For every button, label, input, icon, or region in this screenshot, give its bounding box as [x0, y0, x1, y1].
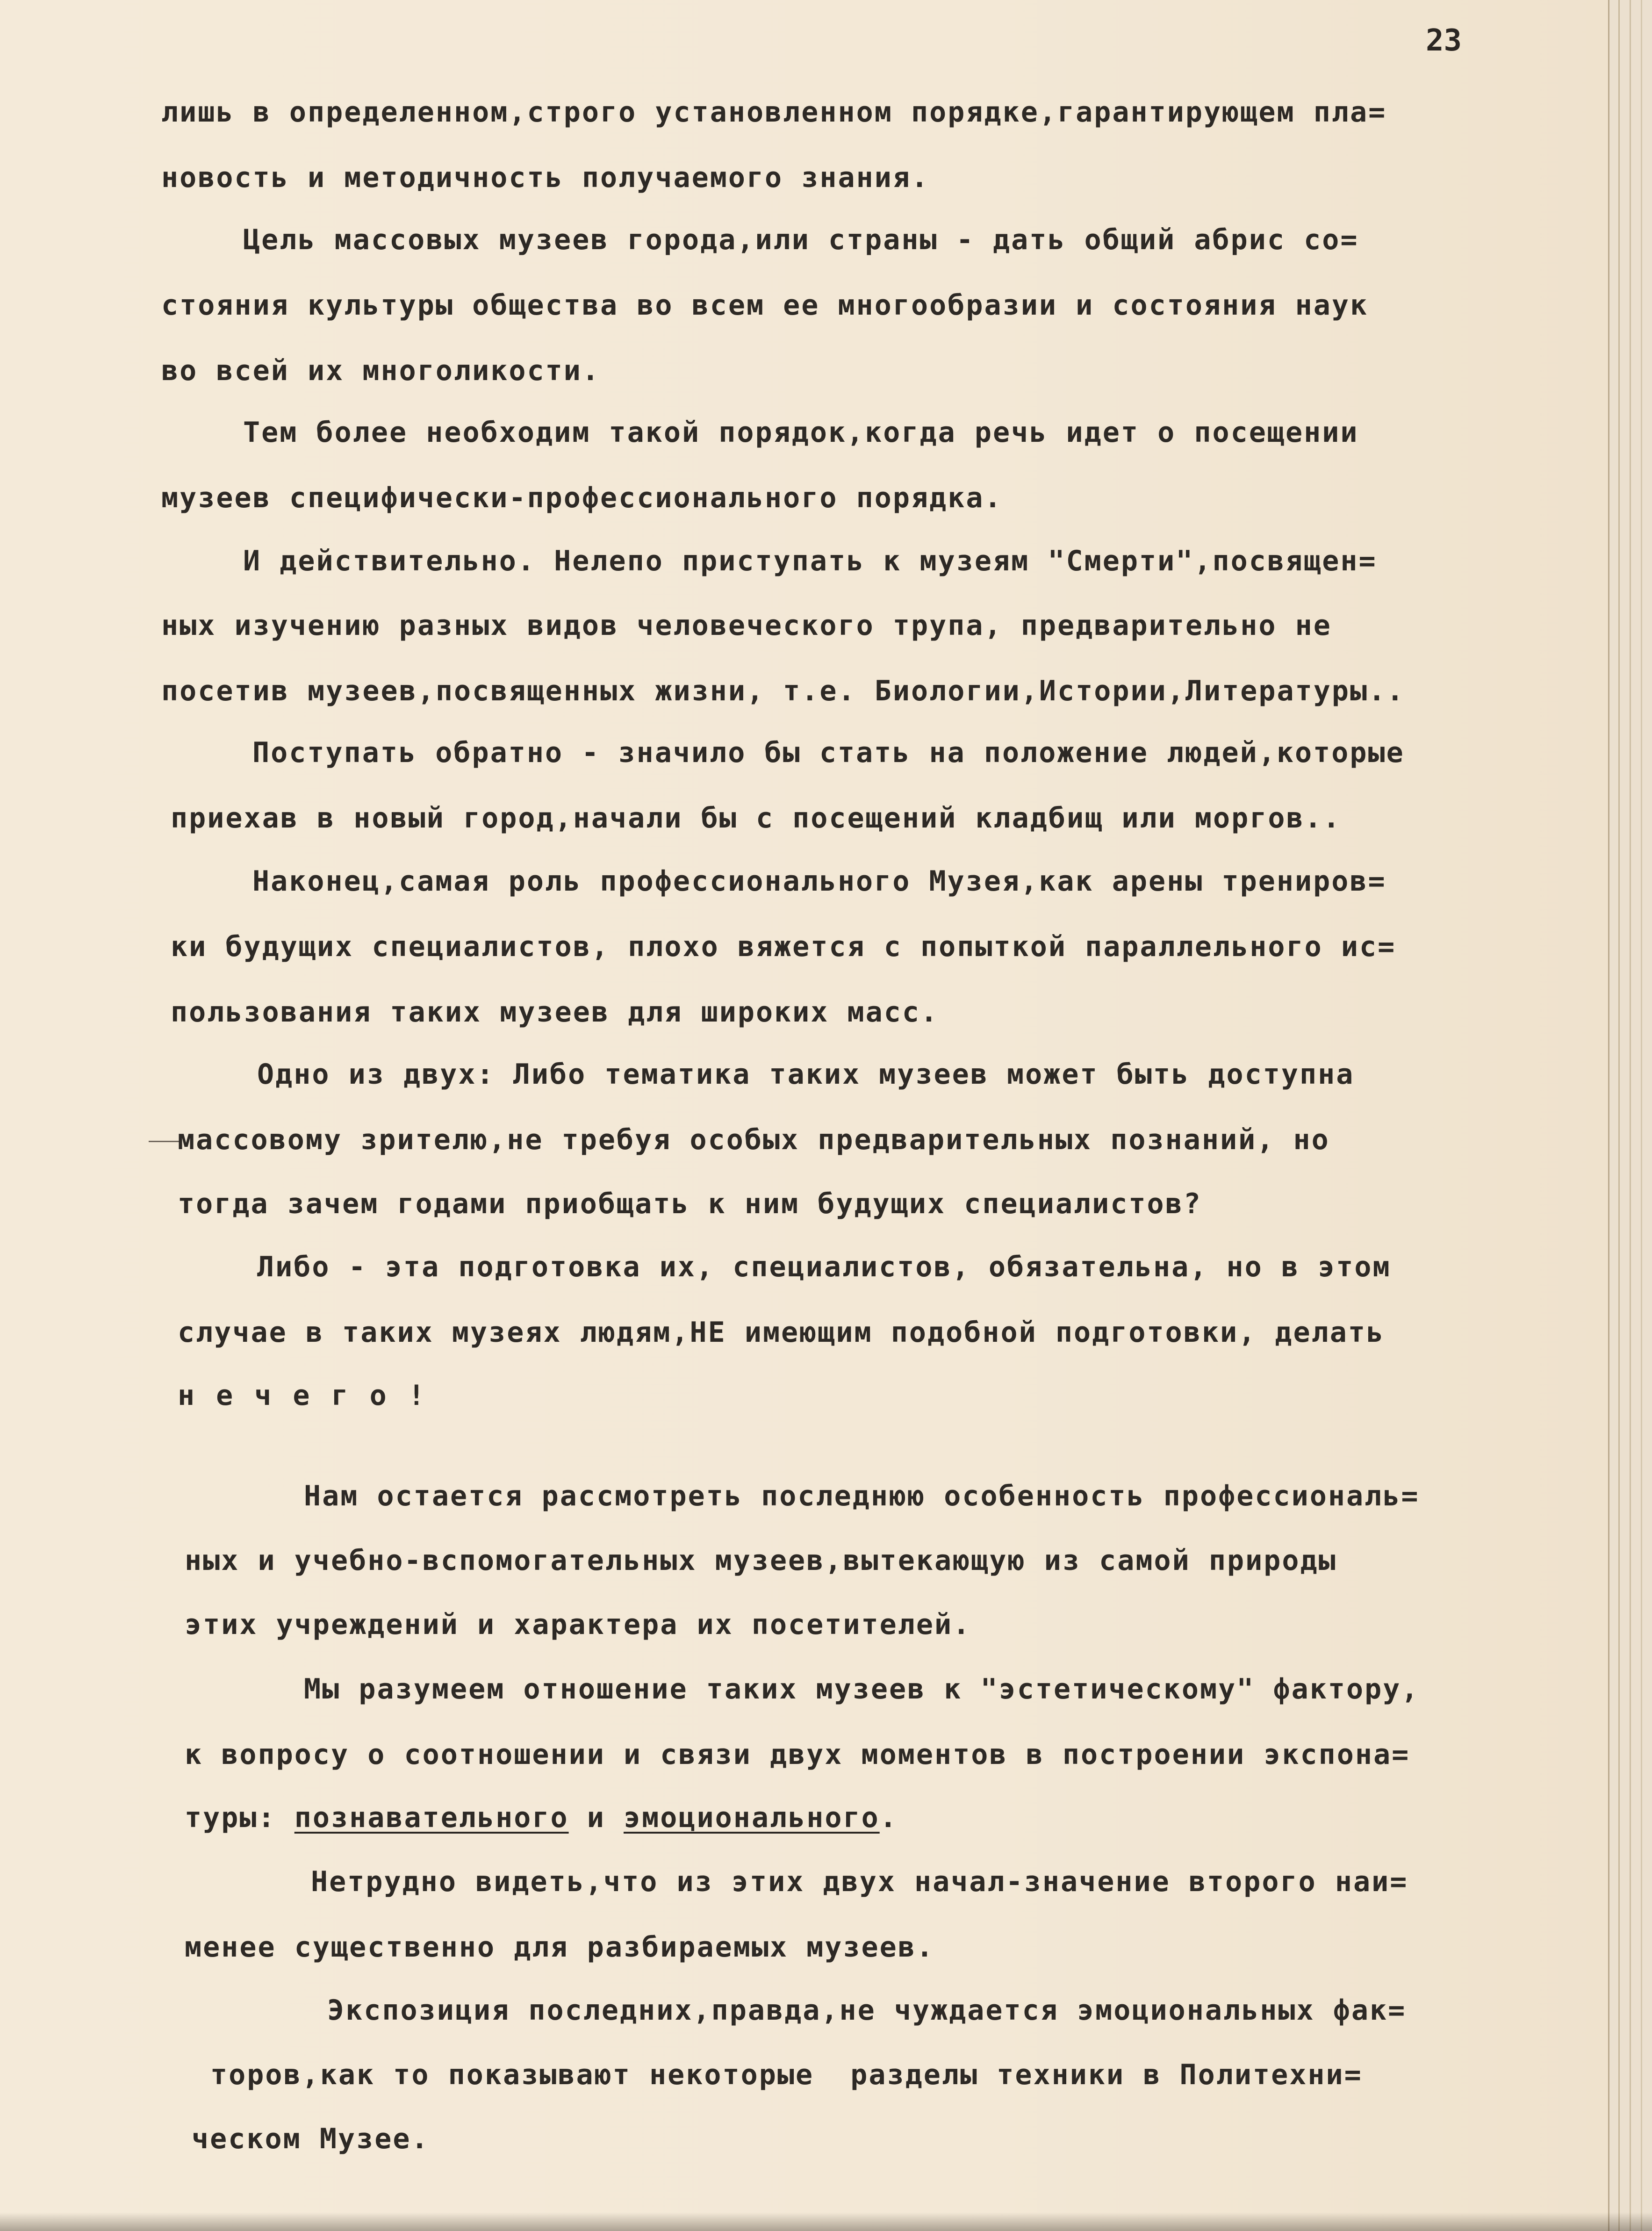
text-line-8: И действительно. Нелепо приступать к музеям "Смерти",посвящен= — [243, 545, 1377, 577]
text-fragment: туры: — [185, 1801, 294, 1834]
underlined-word-cognitive: познавательного — [294, 1801, 569, 1834]
text-line-25: Мы разумеем отношение таких музеев к "эстетическому" фактору, — [304, 1673, 1420, 1706]
text-line-17: массовому зрителю,не требуя особых предварительных познаний, но — [178, 1123, 1330, 1156]
text-line-21: нечего! — [178, 1379, 446, 1412]
text-line-20: случае в таких музеях людям,НЕ имеющим подобной подготовки, делать — [178, 1316, 1385, 1349]
text-line-15: пользования таких музеев для широких масс. — [171, 996, 939, 1029]
text-line-12: приехав в новый город,начали бы с посещений кладбищ или моргов.. — [171, 802, 1341, 835]
text-line-32: ческом Музее. — [192, 2123, 430, 2155]
text-line-27 — [185, 1801, 898, 1834]
text-fragment: . — [879, 1801, 898, 1834]
text-line-7: музеев специфически-профессионального порядка. — [161, 482, 1003, 514]
page-stack-edge — [1641, 0, 1642, 2231]
text-line-28: Нетрудно видеть,что из этих двух начал-значение второго наи= — [311, 1865, 1408, 1898]
text-line-1: лишь в определенном,строго установленном порядке,гарантирующем пла= — [161, 96, 1387, 129]
underlined-word-emotional: эмоционального — [623, 1801, 880, 1834]
text-line-24: этих учреждений и характера их посетителей. — [185, 1608, 971, 1641]
text-line-6: Тем более необходим такой порядок,когда речь идет о посещении — [243, 416, 1359, 449]
text-line-19: Либо - эта подготовка их, специалистов, обязательна, но в этом — [257, 1251, 1391, 1283]
text-line-23: ных и учебно-вспомогательных музеев,вытекающую из самой природы — [185, 1544, 1337, 1577]
text-fragment: и — [568, 1801, 624, 1834]
text-line-13: Наконец,самая роль профессионального Музея,как арены трениров= — [252, 865, 1386, 898]
text-line-5: во всей их многоликости. — [161, 354, 600, 387]
text-line-4: стояния культуры общества во всем ее многообразии и состояния наук — [161, 289, 1369, 322]
text-line-9: ных изучению разных видов человеческого трупа, предварительно не — [161, 609, 1332, 642]
text-line-26: к вопросу о соотношении и связи двух моментов в построении экспона= — [185, 1738, 1410, 1771]
text-line-10: посетив музеев,посвященных жизни, т.е. Биологии,Истории,Литературы.. — [161, 675, 1405, 707]
text-line-2: новость и методичность получаемого знания. — [161, 161, 930, 194]
bottom-shadow — [0, 2212, 1652, 2231]
text-line-18: тогда зачем годами приобщать к ним будущих специалистов? — [178, 1187, 1202, 1220]
text-line-16: Одно из двух: Либо тематика таких музеев может быть доступна — [257, 1058, 1355, 1091]
page-stack-edge — [1608, 0, 1609, 2231]
page-stack-edge — [1630, 0, 1631, 2231]
text-line-29: менее существенно для разбираемых музеев. — [185, 1931, 935, 1964]
stray-typewriter-mark — [149, 1141, 181, 1142]
text-line-22: Нам остается рассмотреть последнюю особенность профессиональ= — [304, 1480, 1420, 1512]
text-line-11: Поступать обратно - значило бы стать на положение людей,которые — [252, 736, 1405, 769]
page-number: 23 — [1426, 23, 1462, 58]
text-line-30: Экспозиция последних,правда,не чуждается эмоциональных фак= — [327, 1994, 1407, 2027]
page-stack-edge — [1618, 0, 1620, 2231]
text-line-14: ки будущих специалистов, плохо вяжется с попыткой параллельного ис= — [171, 930, 1396, 963]
text-line-31: торов,как то показывают некоторые разделы техники в Политехни= — [210, 2058, 1363, 2091]
text-line-3: Цель массовых музеев города,или страны - дать общий абрис со= — [243, 223, 1359, 256]
